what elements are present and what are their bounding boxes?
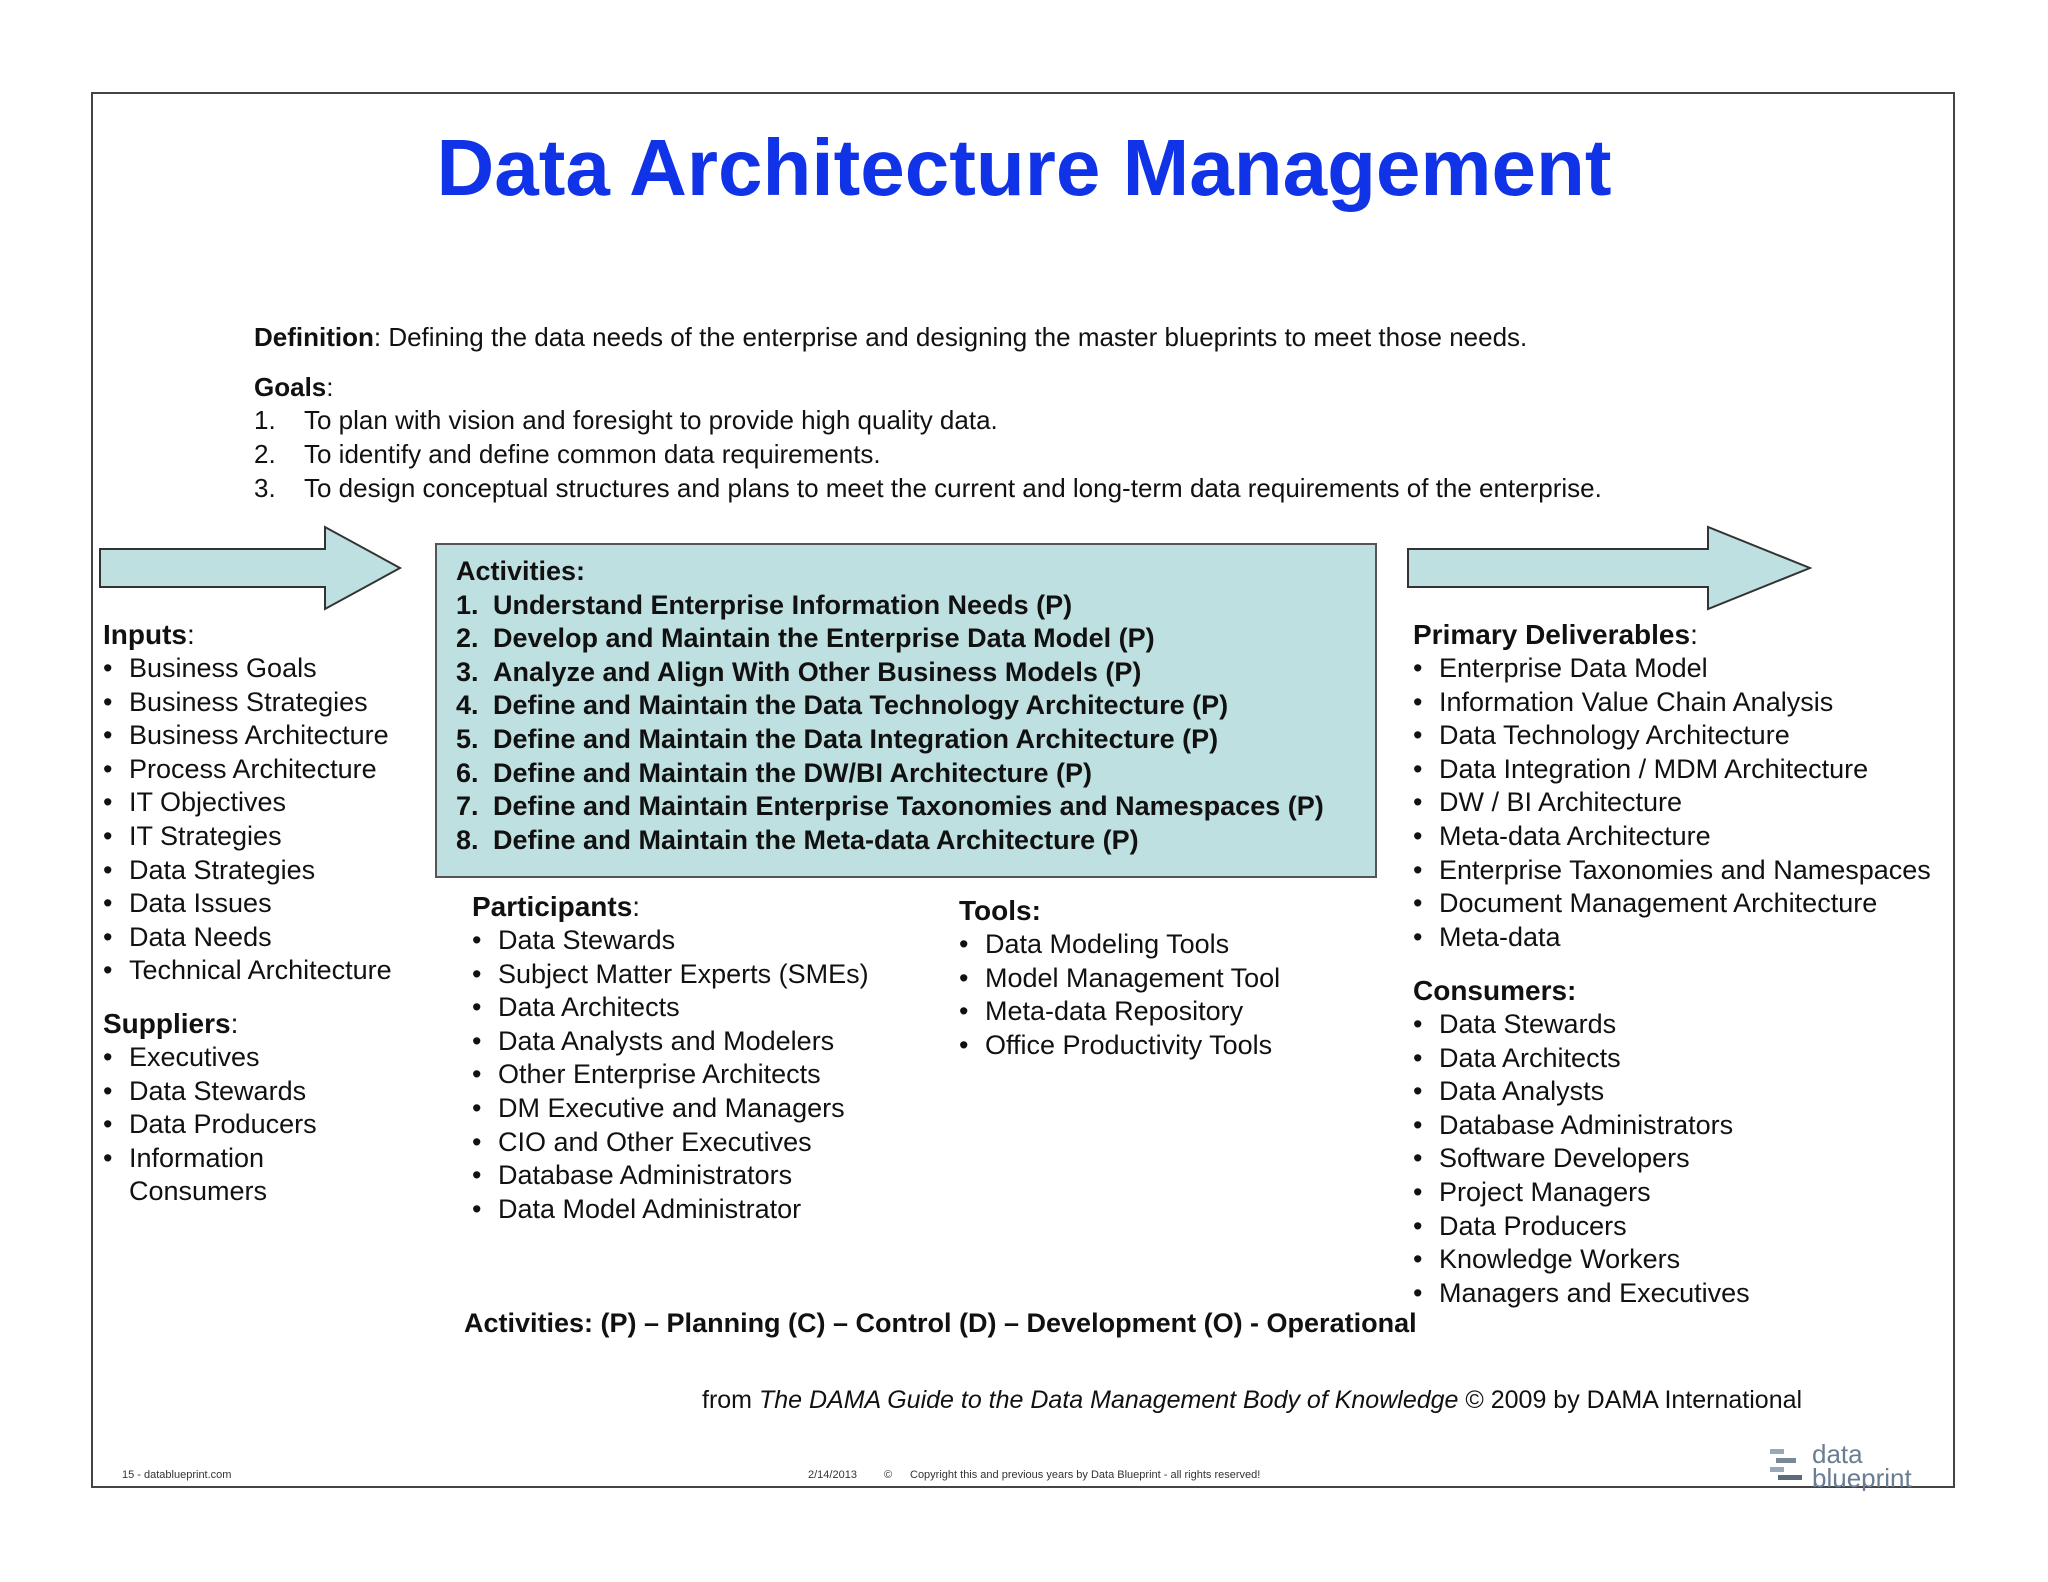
activity-item: 6. Define and Maintain the DW/BI Architecture (P) [456, 757, 1093, 788]
list-item: • Information Consumers [103, 1142, 279, 1209]
consumers-list [1413, 1008, 1750, 1310]
list-item: • Data Integration / MDM Architecture [1413, 753, 1931, 787]
list-item: • Business Strategies [103, 686, 392, 720]
list-item: • Managers and Executives [1413, 1277, 1750, 1311]
participants-list [472, 924, 869, 1226]
deliverables-list [1413, 652, 1931, 954]
list-item: • Subject Matter Experts (SMEs) [472, 958, 869, 992]
goals-label: Goals [254, 372, 327, 402]
list-item: • Process Architecture [103, 753, 392, 787]
activity-item: 2. Develop and Maintain the Enterprise Data Model (P) [456, 623, 1155, 654]
deliverables-heading: Primary Deliverables: [1413, 619, 1698, 650]
goal-item: 1. To plan with vision and foresight to provide high quality data. [254, 405, 998, 435]
participants-heading: Participants: [472, 891, 641, 922]
inputs-list [103, 652, 392, 988]
list-item: • Data Needs [103, 921, 392, 955]
list-item: • Model Management Tool [959, 962, 1280, 996]
list-item: • DM Executive and Managers [472, 1092, 869, 1126]
suppliers-list [103, 1041, 317, 1209]
list-item: • IT Objectives [103, 786, 392, 820]
list-item: • DW / BI Architecture [1413, 786, 1931, 820]
activity-item: 7. Define and Maintain Enterprise Taxonomies and Namespaces (P) [456, 791, 1324, 822]
list-item: • Data Producers [103, 1108, 317, 1142]
footer-copyright-symbol: © [884, 1469, 893, 1481]
list-item: • Data Analysts and Modelers [472, 1025, 869, 1059]
logo-text-line1: data [1812, 1441, 1863, 1469]
list-item: • Meta-data Repository [959, 995, 1280, 1029]
list-item: • Meta-data [1413, 921, 1931, 955]
goals-heading: Goals: [254, 372, 334, 402]
list-item: • CIO and Other Executives [472, 1126, 869, 1160]
inputs-heading: Inputs: [103, 619, 195, 650]
list-item: • Data Model Administrator [472, 1193, 869, 1227]
list-item: • Data Stewards [1413, 1008, 1750, 1042]
list-item: • Database Administrators [472, 1159, 869, 1193]
goal-item: 3. To design conceptual structures and plans to meet the current and long-term data requirements of the enterprise. [254, 473, 1602, 503]
footer-copyright: Copyright this and previous years by Data Blueprint - all rights reserved! [910, 1469, 1261, 1481]
activity-item: 5. Define and Maintain the Data Integration Architecture (P) [456, 723, 1219, 754]
list-item: • Technical Architecture [103, 954, 392, 988]
list-item: • Enterprise Taxonomies and Namespaces [1413, 854, 1931, 888]
activity-item: 1. Understand Enterprise Information Needs (P) [456, 589, 1073, 620]
list-item: • Data Stewards [103, 1075, 317, 1109]
activities-legend: Activities: (P) – Planning (C) – Control (D) – Development (O) - Operational [464, 1308, 1417, 1338]
definition-label: Definition [254, 322, 374, 352]
footer-page: 15 - datablueprint.com [122, 1469, 232, 1481]
list-item: • Business Goals [103, 652, 392, 686]
footer-date: 2/14/2013 [808, 1469, 857, 1481]
list-item: • Executives [103, 1041, 317, 1075]
suppliers-heading: Suppliers: [103, 1008, 239, 1039]
list-item: • IT Strategies [103, 820, 392, 854]
activity-item: 8. Define and Maintain the Meta-data Architecture (P) [456, 824, 1139, 855]
list-item: • Project Managers [1413, 1176, 1750, 1210]
list-item: • Data Architects [472, 991, 869, 1025]
definition-text: : Defining the data needs of the enterprise and designing the master blueprints to meet those needs. [373, 322, 1528, 352]
list-item: • Business Architecture [103, 719, 392, 753]
activities-label: Activities: [456, 556, 586, 586]
data-blueprint-logo [1768, 1441, 1954, 1491]
list-item: • Data Issues [103, 887, 392, 921]
list-item: • Data Strategies [103, 854, 392, 888]
list-item: • Data Analysts [1413, 1075, 1750, 1109]
list-item: • Data Producers [1413, 1210, 1750, 1244]
list-item: • Data Technology Architecture [1413, 719, 1931, 753]
list-item: • Information Value Chain Analysis [1413, 686, 1931, 720]
activities-list [456, 555, 1324, 857]
list-item: • Data Architects [1413, 1042, 1750, 1076]
page-title: Data Architecture Management [436, 123, 1612, 212]
list-item: • Knowledge Workers [1413, 1243, 1750, 1277]
list-item: • Data Stewards [472, 924, 869, 958]
output-arrow-shape [1406, 525, 1812, 613]
goal-item: 2. To identify and define common data requirements. [254, 439, 881, 469]
tools-heading: Tools: [959, 895, 1041, 926]
definition [254, 320, 1527, 354]
activity-item: 4. Define and Maintain the Data Technology Architecture (P) [456, 690, 1229, 721]
input-arrow-icon [98, 525, 404, 613]
logo-text-line2: blueprint [1812, 1463, 1912, 1491]
list-item: • Document Management Architecture [1413, 887, 1931, 921]
list-item: • Database Administrators [1413, 1109, 1750, 1143]
list-item: • Data Modeling Tools [959, 928, 1280, 962]
list-item: • Software Developers [1413, 1142, 1750, 1176]
list-item: • Meta-data Architecture [1413, 820, 1931, 854]
consumers-heading: Consumers: [1413, 975, 1577, 1006]
source-citation: from The DAMA Guide to the Data Management Body of Knowledge © 2009 by DAMA International [702, 1386, 1803, 1414]
list-item: • Enterprise Data Model [1413, 652, 1931, 686]
list-item: • Other Enterprise Architects [472, 1058, 869, 1092]
tools-list [959, 928, 1280, 1062]
activity-item: 3. Analyze and Align With Other Business Models (P) [456, 656, 1142, 687]
list-item: • Office Productivity Tools [959, 1029, 1280, 1063]
